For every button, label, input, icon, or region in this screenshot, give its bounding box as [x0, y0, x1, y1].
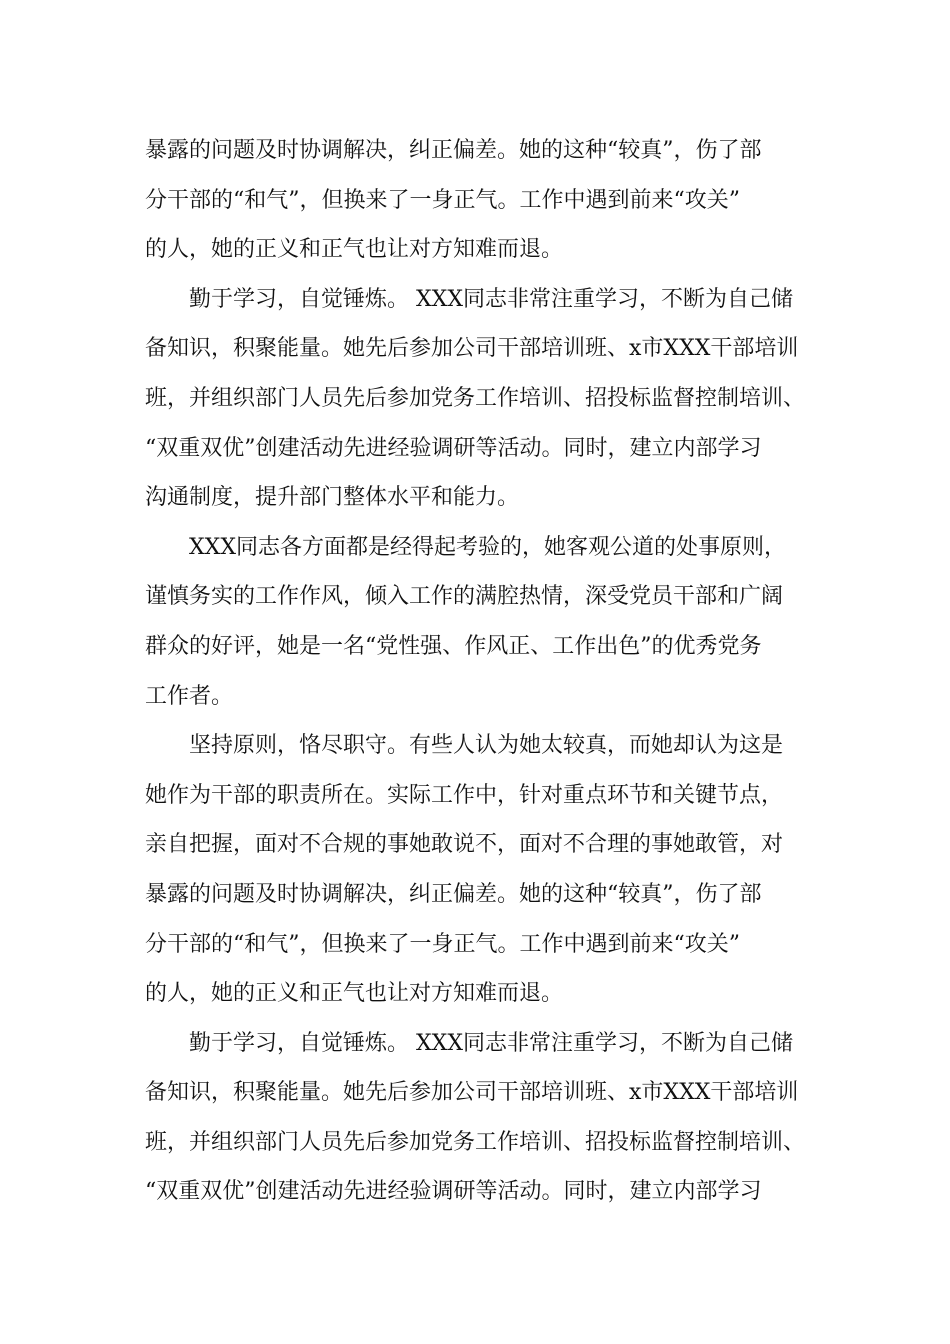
text-line: “双重双优”创建活动先进经验调研等活动。同时，建立内部学习	[145, 1179, 762, 1205]
text-line: 的人，她的正义和正气也让对方知难而退。	[145, 981, 564, 1007]
text-line: 谨慎务实的工作作风，倾入工作的满腔热情，深受党员干部和广阔	[145, 584, 784, 610]
text-line: 分干部的“和气”，但换来了一身正气。工作中遇到前来“攻关”	[145, 931, 740, 957]
text-line: 勤于学习，自觉锤炼。 XXX同志非常注重学习，不断为自己储	[145, 1030, 793, 1056]
text-line: 群众的好评，她是一名“党性强、作风正、工作出色”的优秀党务	[145, 633, 762, 659]
text-line: 备知识，积聚能量。她先后参加公司干部培训班、x市XXX干部培训	[145, 336, 799, 362]
text-line: “双重双优”创建活动先进经验调研等活动。同时，建立内部学习	[145, 435, 762, 461]
text-line: 沟通制度，提升部门整体水平和能力。	[145, 485, 520, 511]
text-line: 暴露的问题及时协调解决，纠正偏差。她的这种“较真”，伤了部	[145, 138, 762, 163]
document-body	[145, 126, 815, 1217]
text-line: 班，并组织部门人员先后参加党务工作培训、招投标监督控制培训、	[145, 1129, 806, 1155]
text-line: 工作者。	[145, 683, 234, 709]
text-line: 勤于学习，自觉锤炼。 XXX同志非常注重学习，不断为自己储	[145, 286, 793, 312]
text-line: 班，并组织部门人员先后参加党务工作培训、招投标监督控制培训、	[145, 385, 806, 411]
text-line: 的人，她的正义和正气也让对方知难而退。	[145, 237, 564, 263]
text-line: 暴露的问题及时协调解决，纠正偏差。她的这种“较真”，伤了部	[145, 881, 762, 907]
text-line: 备知识，积聚能量。她先后参加公司干部培训班、x市XXX干部培训	[145, 1080, 799, 1106]
text-line: XXX同志各方面都是经得起考验的，她客观公道的处事原则，	[145, 534, 786, 560]
text-line: 坚持原则，恪尽职守。有些人认为她太较真，而她却认为这是	[145, 733, 784, 759]
text-line: 亲自把握，面对不合规的事她敢说不，面对不合理的事她敢管，对	[145, 832, 784, 858]
text-line: 她作为干部的职责所在。实际工作中，针对重点环节和关键节点，	[145, 782, 784, 808]
text-line: 分干部的“和气”，但换来了一身正气。工作中遇到前来“攻关”	[145, 187, 740, 213]
